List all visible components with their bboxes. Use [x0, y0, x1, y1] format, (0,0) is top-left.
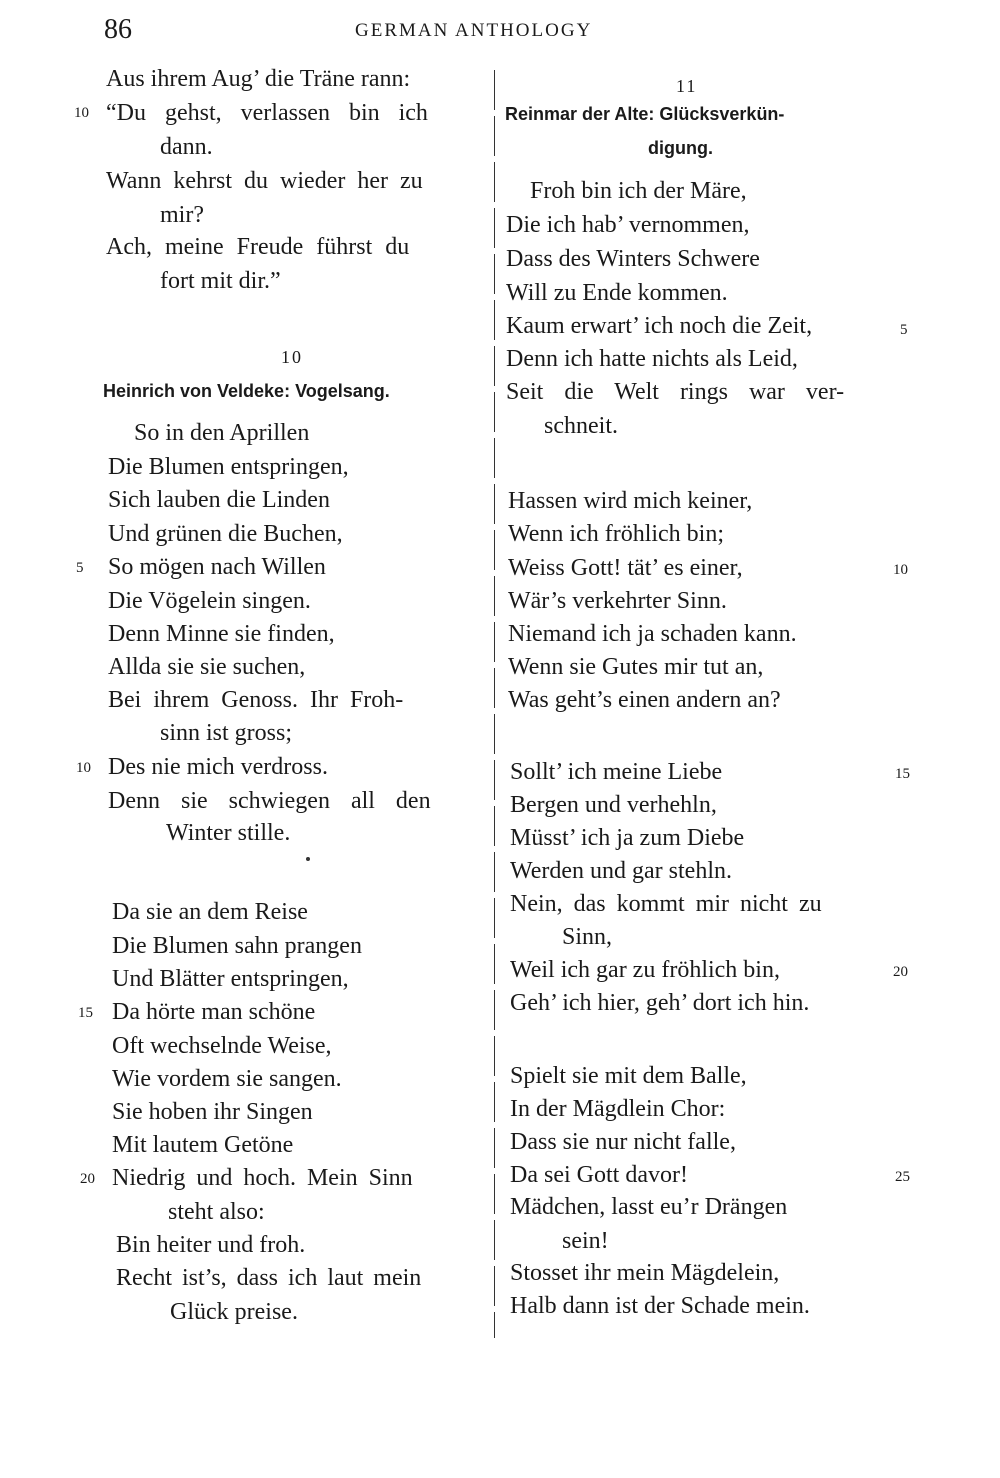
running-head: GERMAN ANTHOLOGY [355, 20, 593, 41]
verse-line: Wär’s verkehrter Sinn. [508, 588, 727, 614]
verse-line: Halb dann ist der Schade mein. [510, 1293, 810, 1319]
verse-line: Da hörte man schöne [112, 999, 316, 1025]
verse-line: Wenn sie Gutes mir tut an, [508, 654, 764, 680]
verse-line: Sollt’ ich meine Liebe [510, 759, 723, 785]
verse-line: Glück preise. [170, 1299, 298, 1325]
line-number: 5 [900, 322, 908, 338]
verse-line: Die Blumen entspringen, [108, 454, 349, 480]
page-number: 86 [104, 14, 132, 45]
verse-line: Wie vordem sie sangen. [112, 1066, 342, 1092]
verse-line: Mit lautem Getöne [112, 1132, 294, 1158]
verse-line: Müsst’ ich ja zum Diebe [510, 825, 745, 851]
verse-line: Winter stille. [166, 820, 291, 846]
verse-line: Niedrig und hoch. Mein Sinn [112, 1165, 413, 1191]
verse-line: In der Mägdlein Chor: [510, 1096, 726, 1122]
verse-line: Denn Minne sie finden, [108, 621, 335, 647]
column-divider [494, 70, 495, 1338]
line-number: 10 [74, 105, 89, 121]
verse-line: Dass des Winters Schwere [506, 246, 760, 272]
verse-line: steht also: [168, 1199, 265, 1225]
verse-line: Und Blätter entspringen, [112, 966, 349, 992]
verse-line: Die Blumen sahn prangen [112, 933, 362, 959]
poem-title: Reinmar der Alte: Glücksverkün- [505, 104, 785, 124]
verse-line: Bei ihrem Genoss. Ihr Froh- [108, 687, 404, 713]
verse-line: fort mit dir.” [160, 268, 281, 294]
line-number: 25 [895, 1169, 910, 1185]
verse-line: Und grünen die Buchen, [108, 521, 343, 547]
verse-line: Die Vögelein singen. [108, 588, 311, 614]
verse-line: sein! [562, 1228, 609, 1254]
verse-line: Niemand ich ja schaden kann. [508, 621, 797, 647]
line-number: 15 [78, 1005, 93, 1021]
verse-line: Recht ist’s, dass ich laut mein [116, 1265, 422, 1291]
verse-line: Geh’ ich hier, geh’ dort ich hin. [510, 990, 810, 1016]
verse-line: Werden und gar stehln. [510, 858, 732, 884]
verse-line: Allda sie sie suchen, [108, 654, 306, 680]
verse-line: Sie hoben ihr Singen [112, 1099, 313, 1125]
line-number: 20 [893, 964, 908, 980]
verse-line: Sich lauben die Linden [108, 487, 330, 513]
verse-line: Bergen und verhehln, [510, 792, 717, 818]
verse-line: Des nie mich verdross. [108, 754, 328, 780]
verse-line: Mädchen, lasst eu’r Drängen [510, 1194, 788, 1220]
line-number: 10 [76, 760, 91, 776]
verse-line: Denn ich hatte nichts als Leid, [506, 346, 798, 372]
verse-line: dann. [160, 134, 213, 160]
verse-line: Sinn, [562, 924, 613, 950]
section-number: 10 [281, 347, 303, 367]
verse-line: sinn ist gross; [160, 720, 293, 746]
verse-line: Da sie an dem Reise [112, 899, 308, 925]
verse-line: Weiss Gott! tät’ es einer, [508, 555, 743, 581]
verse-line: Dass sie nur nicht falle, [510, 1129, 736, 1155]
line-number: 15 [895, 766, 910, 782]
poem-title: Heinrich von Veldeke: Vogelsang. [103, 381, 390, 401]
verse-line: schneit. [544, 413, 618, 439]
verse-line: Wann kehrst du wieder her zu [106, 168, 423, 194]
verse-line: Seit die Welt rings war ver- [506, 379, 845, 405]
verse-line: Stosset ihr mein Mägdelein, [510, 1260, 780, 1286]
line-number: 10 [893, 562, 908, 578]
verse-line: Hassen wird mich keiner, [508, 488, 753, 514]
verse-line: Froh bin ich der Märe, [530, 178, 747, 204]
verse-line: Was geht’s einen andern an? [508, 687, 781, 713]
poem-title: digung. [648, 138, 713, 158]
verse-line: “Du gehst, verlassen bin ich [106, 100, 428, 126]
verse-line: Oft wechselnde Weise, [112, 1033, 332, 1059]
verse-line: Die ich hab’ vernommen, [506, 212, 750, 238]
verse-line: Weil ich gar zu fröhlich bin, [510, 957, 780, 983]
verse-line: Wenn ich fröhlich bin; [508, 521, 725, 547]
verse-line: So mögen nach Willen [108, 554, 326, 580]
verse-line: Kaum erwart’ ich noch die Zeit, [506, 313, 813, 339]
section-number: 11 [676, 76, 698, 96]
verse-line: Ach, meine Freude führst du [106, 234, 410, 260]
verse-line: So in den Aprillen [134, 420, 310, 446]
verse-line: Nein, das kommt mir nicht zu [510, 891, 822, 917]
verse-line: Da sei Gott davor! [510, 1162, 688, 1188]
verse-line: Bin heiter und froh. [116, 1232, 306, 1258]
line-number: 20 [80, 1171, 95, 1187]
stanza-separator [306, 857, 310, 861]
verse-line: Denn sie schwiegen all den [108, 788, 431, 814]
verse-line: Aus ihrem Aug’ die Träne rann: [106, 66, 411, 92]
verse-line: Spielt sie mit dem Balle, [510, 1063, 747, 1089]
verse-line: Will zu Ende kommen. [506, 280, 728, 306]
verse-line: mir? [160, 202, 204, 228]
line-number: 5 [76, 560, 84, 576]
